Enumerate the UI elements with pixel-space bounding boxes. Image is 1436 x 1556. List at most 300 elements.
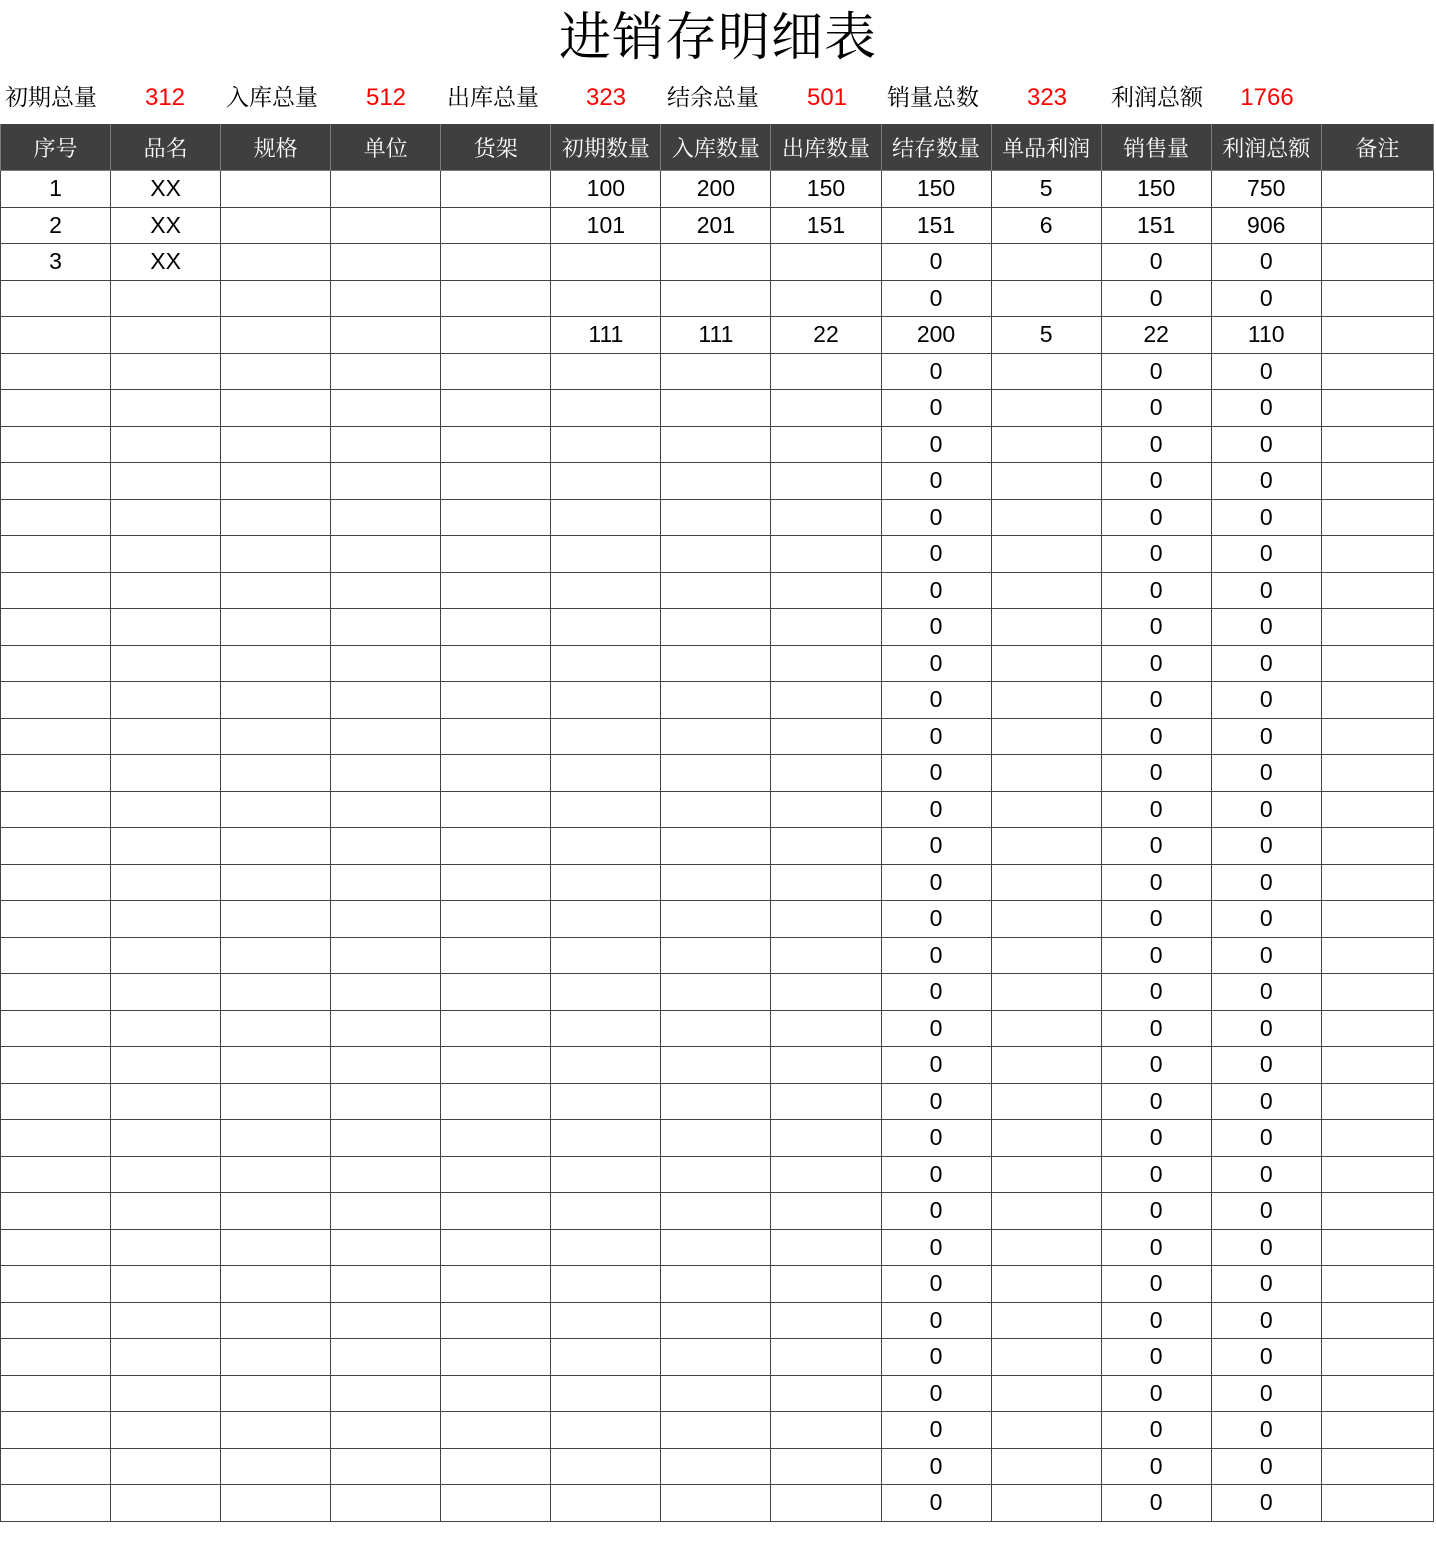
table-cell[interactable]: 0 (1211, 1375, 1321, 1412)
table-cell[interactable] (111, 974, 221, 1011)
table-cell[interactable] (331, 280, 441, 317)
table-cell[interactable]: 0 (1101, 1193, 1211, 1230)
table-cell[interactable]: 0 (881, 1448, 991, 1485)
table-cell[interactable] (111, 1375, 221, 1412)
table-cell[interactable] (221, 1047, 331, 1084)
table-cell[interactable] (111, 1156, 221, 1193)
table-cell[interactable]: 0 (1101, 937, 1211, 974)
table-cell[interactable] (111, 1485, 221, 1522)
table-cell[interactable] (441, 390, 551, 427)
table-cell[interactable] (1321, 937, 1433, 974)
table-cell[interactable] (991, 864, 1101, 901)
table-cell[interactable]: 0 (1211, 1448, 1321, 1485)
table-cell[interactable]: 0 (1211, 1229, 1321, 1266)
table-cell[interactable] (551, 937, 661, 974)
table-cell[interactable]: 0 (1101, 572, 1211, 609)
table-cell[interactable] (771, 499, 881, 536)
table-cell[interactable]: 0 (881, 791, 991, 828)
table-cell[interactable]: XX (111, 171, 221, 208)
table-cell[interactable]: 150 (1101, 171, 1211, 208)
table-cell[interactable] (221, 645, 331, 682)
table-cell[interactable] (661, 1412, 771, 1449)
column-header[interactable]: 结存数量 (881, 124, 991, 171)
table-cell[interactable]: 0 (1211, 1193, 1321, 1230)
table-cell[interactable]: 0 (881, 426, 991, 463)
table-cell[interactable] (111, 1302, 221, 1339)
table-cell[interactable]: 0 (881, 974, 991, 1011)
table-cell[interactable] (991, 1412, 1101, 1449)
table-cell[interactable] (1, 280, 111, 317)
table-cell[interactable]: 0 (1211, 390, 1321, 427)
table-cell[interactable] (111, 1120, 221, 1157)
table-cell[interactable]: 0 (881, 1266, 991, 1303)
table-cell[interactable] (331, 1156, 441, 1193)
table-cell[interactable] (441, 171, 551, 208)
table-cell[interactable] (551, 280, 661, 317)
table-cell[interactable]: 0 (1211, 682, 1321, 719)
table-cell[interactable] (441, 864, 551, 901)
table-cell[interactable]: 0 (881, 864, 991, 901)
table-cell[interactable] (441, 426, 551, 463)
table-cell[interactable]: 0 (881, 1120, 991, 1157)
table-cell[interactable] (221, 1156, 331, 1193)
table-cell[interactable] (1321, 536, 1433, 573)
table-cell[interactable] (551, 1375, 661, 1412)
table-cell[interactable] (991, 828, 1101, 865)
table-cell[interactable] (661, 1485, 771, 1522)
table-cell[interactable] (661, 426, 771, 463)
table-cell[interactable]: 0 (1211, 974, 1321, 1011)
table-cell[interactable] (771, 280, 881, 317)
table-cell[interactable]: 0 (1101, 1120, 1211, 1157)
table-cell[interactable]: 0 (1211, 1266, 1321, 1303)
table-cell[interactable] (771, 1120, 881, 1157)
table-cell[interactable] (771, 645, 881, 682)
table-cell[interactable] (221, 353, 331, 390)
table-cell[interactable]: 0 (881, 718, 991, 755)
table-cell[interactable] (1, 426, 111, 463)
table-cell[interactable]: 0 (1101, 1266, 1211, 1303)
table-cell[interactable] (221, 317, 331, 354)
table-cell[interactable] (1321, 426, 1433, 463)
table-cell[interactable]: 0 (1211, 463, 1321, 500)
table-cell[interactable] (221, 901, 331, 938)
column-header[interactable]: 单位 (331, 124, 441, 171)
table-cell[interactable] (441, 1047, 551, 1084)
table-cell[interactable] (1321, 280, 1433, 317)
table-cell[interactable] (1321, 1302, 1433, 1339)
table-cell[interactable] (331, 390, 441, 427)
table-cell[interactable] (991, 463, 1101, 500)
table-cell[interactable] (1, 974, 111, 1011)
table-cell[interactable] (991, 609, 1101, 646)
table-cell[interactable] (331, 244, 441, 281)
table-cell[interactable] (551, 1448, 661, 1485)
table-cell[interactable] (991, 1339, 1101, 1376)
table-cell[interactable]: 151 (881, 207, 991, 244)
table-cell[interactable] (441, 1193, 551, 1230)
table-cell[interactable] (1321, 499, 1433, 536)
table-cell[interactable]: 0 (1211, 937, 1321, 974)
table-cell[interactable]: 5 (991, 317, 1101, 354)
table-cell[interactable] (551, 828, 661, 865)
table-cell[interactable] (1, 609, 111, 646)
table-cell[interactable]: 0 (1211, 645, 1321, 682)
table-cell[interactable] (111, 1448, 221, 1485)
table-cell[interactable] (1321, 317, 1433, 354)
table-cell[interactable] (441, 1010, 551, 1047)
table-cell[interactable] (331, 937, 441, 974)
table-cell[interactable] (331, 1010, 441, 1047)
table-cell[interactable] (1, 1047, 111, 1084)
table-cell[interactable] (661, 864, 771, 901)
table-cell[interactable] (221, 1302, 331, 1339)
table-cell[interactable] (1321, 682, 1433, 719)
table-cell[interactable] (221, 791, 331, 828)
table-cell[interactable] (771, 244, 881, 281)
table-cell[interactable] (221, 1193, 331, 1230)
table-cell[interactable] (991, 1156, 1101, 1193)
table-cell[interactable]: 0 (881, 1485, 991, 1522)
table-cell[interactable] (991, 645, 1101, 682)
table-cell[interactable] (111, 1010, 221, 1047)
table-cell[interactable] (111, 572, 221, 609)
table-cell[interactable] (661, 280, 771, 317)
table-cell[interactable] (331, 1302, 441, 1339)
table-cell[interactable]: 111 (661, 317, 771, 354)
table-cell[interactable] (991, 244, 1101, 281)
table-cell[interactable] (221, 463, 331, 500)
table-cell[interactable]: 0 (1211, 755, 1321, 792)
table-cell[interactable]: 0 (1101, 974, 1211, 1011)
table-cell[interactable]: 0 (881, 572, 991, 609)
table-cell[interactable] (441, 572, 551, 609)
table-cell[interactable]: 0 (881, 1083, 991, 1120)
table-cell[interactable]: 0 (1101, 1485, 1211, 1522)
table-cell[interactable]: 100 (551, 171, 661, 208)
table-cell[interactable] (221, 682, 331, 719)
table-cell[interactable] (111, 1266, 221, 1303)
table-cell[interactable] (1, 1010, 111, 1047)
table-cell[interactable] (1, 864, 111, 901)
table-cell[interactable] (661, 499, 771, 536)
table-cell[interactable]: XX (111, 207, 221, 244)
table-cell[interactable] (1321, 1083, 1433, 1120)
table-cell[interactable] (551, 645, 661, 682)
table-cell[interactable] (1, 682, 111, 719)
table-cell[interactable]: 0 (1211, 609, 1321, 646)
table-cell[interactable] (221, 426, 331, 463)
table-cell[interactable] (551, 426, 661, 463)
table-cell[interactable] (771, 390, 881, 427)
table-cell[interactable] (221, 1339, 331, 1376)
table-cell[interactable] (1321, 718, 1433, 755)
table-cell[interactable]: 0 (1101, 499, 1211, 536)
table-cell[interactable] (551, 1412, 661, 1449)
table-cell[interactable]: 0 (1211, 426, 1321, 463)
table-cell[interactable]: 0 (1101, 463, 1211, 500)
table-cell[interactable] (1321, 901, 1433, 938)
table-cell[interactable] (441, 1120, 551, 1157)
table-cell[interactable] (111, 390, 221, 427)
table-cell[interactable] (111, 1083, 221, 1120)
table-cell[interactable] (551, 1047, 661, 1084)
table-cell[interactable] (661, 755, 771, 792)
table-cell[interactable] (771, 1193, 881, 1230)
table-cell[interactable]: 0 (1211, 536, 1321, 573)
table-cell[interactable]: 201 (661, 207, 771, 244)
table-cell[interactable] (771, 1485, 881, 1522)
table-cell[interactable] (661, 1302, 771, 1339)
table-cell[interactable] (1321, 791, 1433, 828)
table-cell[interactable] (551, 791, 661, 828)
table-cell[interactable] (661, 682, 771, 719)
table-cell[interactable] (221, 609, 331, 646)
table-cell[interactable] (331, 1448, 441, 1485)
table-cell[interactable] (991, 390, 1101, 427)
table-cell[interactable] (1, 1193, 111, 1230)
table-cell[interactable]: 0 (1101, 1010, 1211, 1047)
table-cell[interactable] (991, 755, 1101, 792)
table-cell[interactable] (1, 499, 111, 536)
table-cell[interactable] (661, 463, 771, 500)
table-cell[interactable] (991, 901, 1101, 938)
table-cell[interactable]: 0 (1101, 353, 1211, 390)
table-cell[interactable] (441, 718, 551, 755)
column-header[interactable]: 利润总额 (1211, 124, 1321, 171)
table-cell[interactable] (551, 353, 661, 390)
table-cell[interactable]: 0 (1101, 1339, 1211, 1376)
table-cell[interactable] (1321, 171, 1433, 208)
table-cell[interactable] (1, 353, 111, 390)
table-cell[interactable] (111, 317, 221, 354)
table-cell[interactable]: 0 (1101, 828, 1211, 865)
table-cell[interactable] (771, 1339, 881, 1376)
table-cell[interactable] (1321, 1047, 1433, 1084)
table-cell[interactable]: 0 (1101, 1448, 1211, 1485)
table-cell[interactable] (221, 1120, 331, 1157)
table-cell[interactable] (221, 572, 331, 609)
table-cell[interactable] (551, 1193, 661, 1230)
table-cell[interactable] (441, 1412, 551, 1449)
table-cell[interactable] (991, 1120, 1101, 1157)
table-cell[interactable]: 906 (1211, 207, 1321, 244)
table-cell[interactable]: 0 (881, 1047, 991, 1084)
table-cell[interactable] (1321, 1120, 1433, 1157)
table-cell[interactable] (991, 1229, 1101, 1266)
table-cell[interactable] (331, 426, 441, 463)
table-cell[interactable]: 111 (551, 317, 661, 354)
table-cell[interactable] (1321, 1010, 1433, 1047)
table-cell[interactable] (991, 499, 1101, 536)
table-cell[interactable] (551, 1120, 661, 1157)
table-cell[interactable] (221, 1010, 331, 1047)
table-cell[interactable] (551, 864, 661, 901)
table-cell[interactable] (1, 1156, 111, 1193)
column-header[interactable]: 销售量 (1101, 124, 1211, 171)
table-cell[interactable] (331, 1485, 441, 1522)
table-cell[interactable]: 22 (1101, 317, 1211, 354)
table-cell[interactable] (221, 1448, 331, 1485)
table-cell[interactable] (331, 207, 441, 244)
table-cell[interactable] (771, 1229, 881, 1266)
table-cell[interactable]: 0 (1101, 426, 1211, 463)
table-cell[interactable] (331, 645, 441, 682)
column-header[interactable]: 序号 (1, 124, 111, 171)
table-cell[interactable] (771, 426, 881, 463)
table-cell[interactable]: 0 (1211, 1339, 1321, 1376)
table-cell[interactable]: 0 (1211, 901, 1321, 938)
table-cell[interactable] (661, 791, 771, 828)
table-cell[interactable] (111, 1047, 221, 1084)
table-cell[interactable]: 750 (1211, 171, 1321, 208)
table-cell[interactable] (991, 682, 1101, 719)
table-cell[interactable] (551, 536, 661, 573)
table-cell[interactable] (1, 755, 111, 792)
table-cell[interactable] (1321, 645, 1433, 682)
table-cell[interactable] (551, 609, 661, 646)
table-cell[interactable] (441, 901, 551, 938)
table-cell[interactable] (1321, 974, 1433, 1011)
table-cell[interactable] (551, 499, 661, 536)
table-cell[interactable] (441, 755, 551, 792)
table-cell[interactable]: 0 (881, 755, 991, 792)
table-cell[interactable] (771, 1375, 881, 1412)
table-cell[interactable] (441, 1485, 551, 1522)
table-cell[interactable]: 0 (1101, 1375, 1211, 1412)
table-cell[interactable] (111, 536, 221, 573)
table-cell[interactable] (221, 864, 331, 901)
table-cell[interactable] (661, 937, 771, 974)
table-cell[interactable] (551, 974, 661, 1011)
table-cell[interactable]: 0 (881, 937, 991, 974)
table-cell[interactable]: 110 (1211, 317, 1321, 354)
table-cell[interactable] (111, 645, 221, 682)
table-cell[interactable] (331, 463, 441, 500)
table-cell[interactable]: 0 (881, 353, 991, 390)
table-cell[interactable] (221, 937, 331, 974)
table-cell[interactable] (661, 1120, 771, 1157)
table-cell[interactable] (441, 1448, 551, 1485)
table-cell[interactable] (991, 791, 1101, 828)
table-cell[interactable] (1, 1485, 111, 1522)
table-cell[interactable] (771, 1302, 881, 1339)
table-cell[interactable]: 0 (1211, 1047, 1321, 1084)
table-cell[interactable]: 0 (1101, 718, 1211, 755)
table-cell[interactable]: 0 (881, 1229, 991, 1266)
table-cell[interactable] (551, 1485, 661, 1522)
table-cell[interactable] (221, 1266, 331, 1303)
table-cell[interactable]: 0 (1211, 499, 1321, 536)
table-cell[interactable] (1, 1266, 111, 1303)
table-cell[interactable] (661, 1156, 771, 1193)
table-cell[interactable] (771, 1156, 881, 1193)
table-cell[interactable] (661, 1193, 771, 1230)
table-cell[interactable]: 0 (1101, 280, 1211, 317)
table-cell[interactable]: 0 (1101, 1302, 1211, 1339)
table-cell[interactable] (661, 353, 771, 390)
table-cell[interactable] (441, 1302, 551, 1339)
table-cell[interactable] (111, 718, 221, 755)
table-cell[interactable] (221, 244, 331, 281)
table-cell[interactable] (1, 645, 111, 682)
table-cell[interactable] (441, 682, 551, 719)
table-cell[interactable] (441, 645, 551, 682)
table-cell[interactable]: 0 (1101, 1412, 1211, 1449)
table-cell[interactable] (221, 1083, 331, 1120)
table-cell[interactable] (771, 353, 881, 390)
table-cell[interactable] (661, 609, 771, 646)
table-cell[interactable] (991, 1375, 1101, 1412)
table-cell[interactable]: 200 (661, 171, 771, 208)
table-cell[interactable] (331, 755, 441, 792)
table-cell[interactable] (331, 1229, 441, 1266)
table-cell[interactable] (661, 718, 771, 755)
table-cell[interactable] (331, 609, 441, 646)
table-cell[interactable]: 0 (1211, 1010, 1321, 1047)
table-cell[interactable] (111, 1193, 221, 1230)
table-cell[interactable] (1, 1083, 111, 1120)
table-cell[interactable] (111, 280, 221, 317)
table-cell[interactable]: 0 (881, 1302, 991, 1339)
table-cell[interactable] (441, 244, 551, 281)
table-cell[interactable]: 0 (1101, 1156, 1211, 1193)
table-cell[interactable] (331, 901, 441, 938)
table-cell[interactable] (441, 353, 551, 390)
table-cell[interactable]: 0 (881, 682, 991, 719)
table-cell[interactable] (771, 609, 881, 646)
table-cell[interactable] (111, 791, 221, 828)
table-cell[interactable] (331, 1375, 441, 1412)
table-cell[interactable]: 0 (881, 390, 991, 427)
table-cell[interactable] (661, 901, 771, 938)
table-cell[interactable] (111, 1339, 221, 1376)
table-cell[interactable] (441, 1083, 551, 1120)
table-cell[interactable]: 22 (771, 317, 881, 354)
table-cell[interactable] (1321, 864, 1433, 901)
table-cell[interactable] (1, 1448, 111, 1485)
table-cell[interactable] (991, 937, 1101, 974)
table-cell[interactable] (1321, 1375, 1433, 1412)
table-cell[interactable]: 0 (881, 499, 991, 536)
table-cell[interactable] (1321, 207, 1433, 244)
table-cell[interactable] (661, 536, 771, 573)
table-cell[interactable] (1321, 1339, 1433, 1376)
table-cell[interactable] (1, 463, 111, 500)
table-cell[interactable] (441, 1156, 551, 1193)
table-cell[interactable]: 0 (1101, 791, 1211, 828)
table-cell[interactable]: 0 (1211, 1120, 1321, 1157)
table-cell[interactable]: 0 (1211, 572, 1321, 609)
table-cell[interactable] (991, 280, 1101, 317)
table-cell[interactable]: 101 (551, 207, 661, 244)
table-cell[interactable] (331, 828, 441, 865)
table-cell[interactable] (991, 974, 1101, 1011)
table-cell[interactable] (661, 828, 771, 865)
table-cell[interactable] (221, 974, 331, 1011)
table-cell[interactable] (331, 499, 441, 536)
table-cell[interactable] (661, 390, 771, 427)
table-cell[interactable]: 3 (1, 244, 111, 281)
table-cell[interactable] (1, 317, 111, 354)
table-cell[interactable] (331, 353, 441, 390)
table-cell[interactable]: 0 (1211, 353, 1321, 390)
table-cell[interactable]: 0 (1211, 244, 1321, 281)
column-header[interactable]: 备注 (1321, 124, 1433, 171)
table-cell[interactable] (1321, 755, 1433, 792)
table-cell[interactable] (221, 1229, 331, 1266)
table-cell[interactable] (331, 171, 441, 208)
